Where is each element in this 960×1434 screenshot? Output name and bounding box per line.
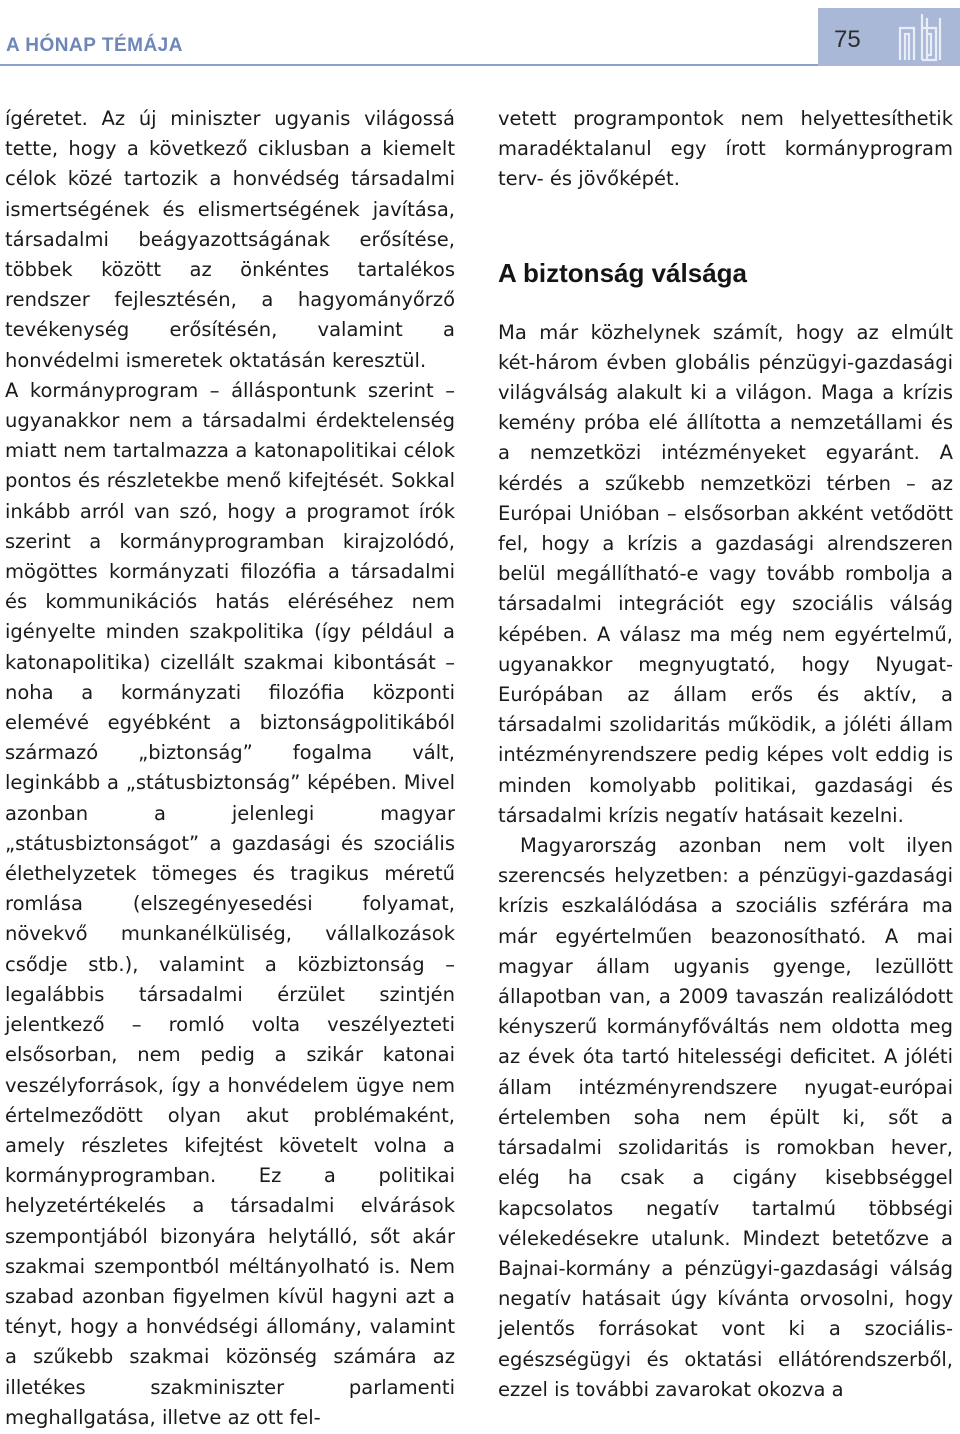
paragraph: Magyarország azonban nem volt ilyen szerencsés helyzetben: a pénzügyi-gazdasági krízis eszkalálódása a szociális szférára ma már egyértelműen beazonosítható. A mai magyar állam ugyanis gyenge, lezüllött állapotban van, a 2009 tavaszán realizálódott kényszerű kormányfőváltás nem oldotta meg az évek óta tartó hitelességi deficitet. A jóléti állam intézményrendszere nyugat-európai értelemben soha nem épült ki, sőt a társadalmi szolidaritás is romokban hever, elég ha csak a cigány kisebbséggel kapcsolatos negatív tartalmú többségi vélekedésekre utalunk. Mindezt betetőzve a Bajnai-kormány a pénzügyi-gazdasági válság negatív hatásait úgy kívánta orvosolni, hogy jelentős forrásokat vont ki a szociális-egészségügyi és oktatási ellátórendszerből, ezzel is további zavarokat okozva a: [498, 834, 953, 1401]
paragraph: ígéretet. Az új miniszter ugyanis világossá tette, hogy a következő ciklusban a kiemelt célok közé tartozik a honvédség társadalmi ismertségének és elismertségének javítása, társadalmi beágyazottságának erősítése, többek között az önkéntes tartalékos rendszer fejlesztésén, a hagyományőrző tevékenység erősítésén, valamint a honvédelmi ismeretek oktatásán keresztül.: [5, 107, 455, 372]
paragraph: Ma már közhelynek számít, hogy az elmúlt két-három évben globális pénzügyi-gazdasági világválság alakult ki a világon. Maga a krízis kemény próba elé állította a nemzetállami és a nemzetközi intézményeket egyaránt. A kérdés a szűkebb nemzetközi térben – az Európai Unióban – elsősorban akként vetődött fel, hogy a krízis a gazdasági alrendszeren belül megállítható-e vagy tovább rombolja a társadalmi integrációt egy szociális válság képében. A válasz ma még nem egyértelmű, ugyanakkor megnyugtató, hogy Nyugat-Európában az állam erős és aktív, a társadalmi szolidaritás működik, a jóléti állam intézményrendszere pedig képes volt eddig is minden komolyabb politikai, gazdasági és társadalmi krízis negatív hatásait kezelni.: [498, 320, 953, 827]
left-column: [5, 104, 455, 1433]
header-rule: [0, 64, 818, 66]
paragraph: vetett programpontok nem helyettesíthetik maradéktalanul egy írott kormányprogram terv- és jövőképét.: [498, 107, 953, 191]
section-subheading: A biztonság válsága: [498, 257, 747, 288]
section-title: A HÓNAP TÉMÁJA: [6, 35, 183, 56]
right-column: [498, 104, 953, 1405]
paragraph: A kormányprogram – álláspontunk szerint – ugyanakkor nem a társadalmi érdektelenség miatt nem tartalmazza a katonapolitikai célok pontos és részletekbe menő kifejtését. Sokkal inkább arról van szó, hogy a programot írók szerint a kormányprogramban kirajzolódó, mögöttes kormányzati filozófia a társadalmi és kommunikációs hatás eléréséhez nem igényelte minden szakpolitika (így például a katonapolitika) cizellált szakmai kibontását – noha a kormányzati filozófia központi elemévé egyébként a biztonságpolitikából származó „biztonság” fogalma vált, leginkább a „státusbiztonság” képében. Mivel azonban a jelenlegi magyar „státusbiztonságot” a gazdasági és szociális élethelyzetek tömeges és tragikus méretű romlása (elszegényesedési folyamat, növekvő munkanélküliség, vállalkozások csődje stb.), valamint a közbiztonság – legalábbis társadalmi érzület szintjén jelentkező – romló volta veszélyezteti elsősorban, nem pedig a szikár katonai veszélyforrások, így a honvédelem ügye nem értelmeződött olyan akut problémaként, amely részletes kifejtést követelt volna a kormányprogramban. Ez a politikai helyzetértékelés a társadalmi elvárások szempontjából bizonyára helytálló, sőt akár szakmai szempontból méltányolható is. Nem szabad azonban figyelmen kívül hagyni azt a tényt, hogy a honvédségi állomány, valamint a szűkebb szakmai közönség számára az illetékes szakminiszter parlamenti meghallgatása, illetve az ott fel-: [5, 378, 455, 1429]
nb-logo-icon: [896, 10, 948, 64]
page-number: 75: [834, 26, 861, 53]
page-header: [0, 0, 960, 70]
